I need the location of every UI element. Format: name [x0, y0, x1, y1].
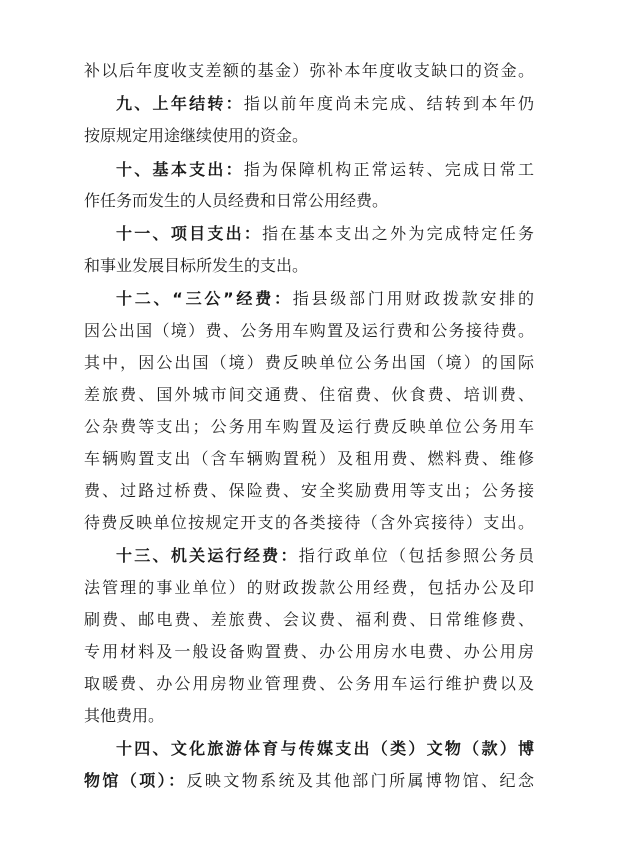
line-text: 费、过路过桥费、保险费、安全奖励费用等支出；公务接 — [84, 481, 534, 500]
section-heading-line — [84, 766, 534, 796]
section-heading-line — [116, 155, 534, 185]
section-term: 九、上年结转： — [116, 94, 244, 113]
line-text: 按原规定用途继续使用的资金。 — [84, 126, 309, 145]
line-text: 专用材料及一般设备购置费、办公用房水电费、办公用房 — [84, 642, 534, 661]
line-text: 指以前年度尚未完成、结转到本年仍 — [243, 94, 534, 113]
text-line — [84, 444, 534, 474]
section-heading-line — [116, 734, 534, 764]
section-heading-line — [116, 89, 534, 119]
line-text: 指县级部门用财政拨款安排的 — [292, 289, 534, 308]
line-text: 其中，因公出国（境）费反映单位公务出国（境）的国际 — [84, 353, 534, 372]
line-text: 公杂费等支出；公务用车购置及运行费反映单位公务用车 — [84, 417, 534, 436]
text-line — [84, 56, 534, 86]
text-line — [84, 412, 534, 442]
text-line — [84, 669, 534, 699]
section-term: 十四、文化旅游体育与传媒支出（类）文物（款）博 — [116, 739, 534, 758]
line-text: 刷费、邮电费、差旅费、会议费、福利费、日常维修费、 — [84, 610, 534, 629]
text-line — [84, 637, 534, 667]
section-heading-line — [116, 284, 534, 314]
text-line — [84, 121, 534, 151]
text-line — [84, 701, 534, 731]
line-text: 和事业发展目标所发生的支出。 — [84, 256, 309, 275]
line-text: 其他费用。 — [84, 706, 165, 725]
line-text: 作任务而发生的人员经费和日常公用经费。 — [84, 191, 389, 210]
text-line — [84, 186, 534, 216]
section-term: 十三、机关运行经费： — [116, 546, 299, 565]
text-line — [84, 380, 534, 410]
text-line — [84, 508, 534, 538]
line-text: 车辆购置支出（含车辆购置税）及租用费、燃料费、维修 — [84, 449, 534, 468]
text-line — [84, 251, 534, 281]
line-text: 反映文物系统及其他部门所属博物馆、纪念 — [186, 771, 534, 790]
text-line — [84, 605, 534, 635]
section-heading-line — [116, 219, 534, 249]
section-term: 十二、“三公”经费： — [116, 289, 293, 308]
line-text: 取暖费、办公用房物业管理费、公务用车运行维护费以及 — [84, 674, 534, 693]
line-text: 指行政单位（包括参照公务员 — [298, 546, 534, 565]
line-text: 指在基本支出之外为完成特定任务 — [262, 224, 534, 243]
section-term: 物馆（项）： — [84, 771, 187, 790]
text-line — [84, 348, 534, 378]
section-term: 十一、项目支出： — [116, 224, 263, 243]
text-line — [84, 573, 534, 603]
line-text: 差旅费、国外城市间交通费、住宿费、伙食费、培训费、 — [84, 385, 534, 404]
section-heading-line — [116, 541, 534, 571]
section-term: 十、基本支出： — [116, 160, 244, 179]
text-line — [84, 316, 534, 346]
line-text: 补以后年度收支差额的基金）弥补本年度收支缺口的资金。 — [84, 61, 534, 80]
text-line — [84, 476, 534, 506]
line-text: 因公出国（境）费、公务用车购置及运行费和公务接待费。 — [84, 321, 534, 340]
line-text: 待费反映单位按规定开支的各类接待（含外宾接待）支出。 — [84, 513, 534, 532]
line-text: 指为保障机构正常运转、完成日常工 — [243, 160, 534, 179]
line-text: 法管理的事业单位）的财政拨款公用经费，包括办公及印 — [84, 578, 534, 597]
